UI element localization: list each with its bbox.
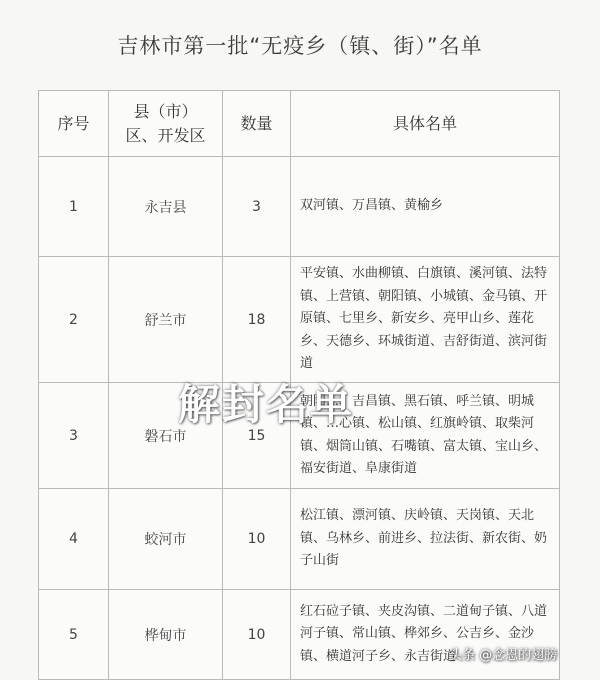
header-county	[109, 91, 223, 157]
row-names: 红石砬子镇、夹皮沟镇、二道甸子镇、八道河子镇、常山镇、桦郊乡、公吉乡、金沙镇、横道河子乡、永吉街道	[291, 590, 560, 680]
source-credit: 头条 @念恩的翅膀	[449, 648, 558, 663]
header-index: 序号	[39, 91, 109, 157]
table-row	[39, 257, 560, 383]
row-count: 3	[223, 157, 291, 257]
watermark-overlay: 解封名单	[178, 380, 355, 429]
row-county: 磐石市	[109, 383, 223, 489]
row-index: 1	[39, 157, 109, 257]
header-names: 具体名单	[291, 91, 560, 157]
row-index: 4	[39, 489, 109, 590]
row-names: 松江镇、漂河镇、庆岭镇、天岗镇、天北镇、乌林乡、前进乡、拉法街、新农街、奶子山街	[291, 489, 560, 590]
table-row	[39, 157, 560, 257]
row-count: 10	[223, 590, 291, 680]
table-row	[39, 590, 560, 680]
header-county-line1: 县（市）	[133, 101, 198, 121]
row-county: 永吉县	[109, 157, 223, 257]
row-index: 2	[39, 257, 109, 383]
row-names: 朝阳…、吉昌镇、黑石镇、呼兰镇、明城镇、…心镇、松山镇、红旗岭镇、取柴河镇、烟筒山镇、石嘴镇、富太镇、宝山乡、福安街道、阜康街道	[291, 383, 560, 489]
row-index: 5	[39, 590, 109, 680]
header-row	[39, 91, 560, 157]
row-names: 平安镇、水曲柳镇、白旗镇、溪河镇、法特镇、上营镇、朝阳镇、小城镇、金马镇、开原镇、七里乡、新安乡、亮甲山乡、莲花乡、天德乡、环城街道、吉舒街道、滨河街道	[291, 257, 560, 383]
row-count: 18	[223, 257, 291, 383]
row-county: 蛟河市	[109, 489, 223, 590]
row-county: 舒兰市	[109, 257, 223, 383]
row-index: 3	[39, 383, 109, 489]
row-county: 桦甸市	[109, 590, 223, 680]
row-count: 10	[223, 489, 291, 590]
row-count: 15	[223, 383, 291, 489]
header-county-line2: 区、开发区	[125, 125, 206, 145]
header-count: 数量	[223, 91, 291, 157]
row-names: 双河镇、万昌镇、黄榆乡	[291, 157, 560, 257]
document-title: 吉林市第一批“无疫乡（镇、街）”名单	[117, 34, 483, 58]
table-row	[39, 489, 560, 590]
